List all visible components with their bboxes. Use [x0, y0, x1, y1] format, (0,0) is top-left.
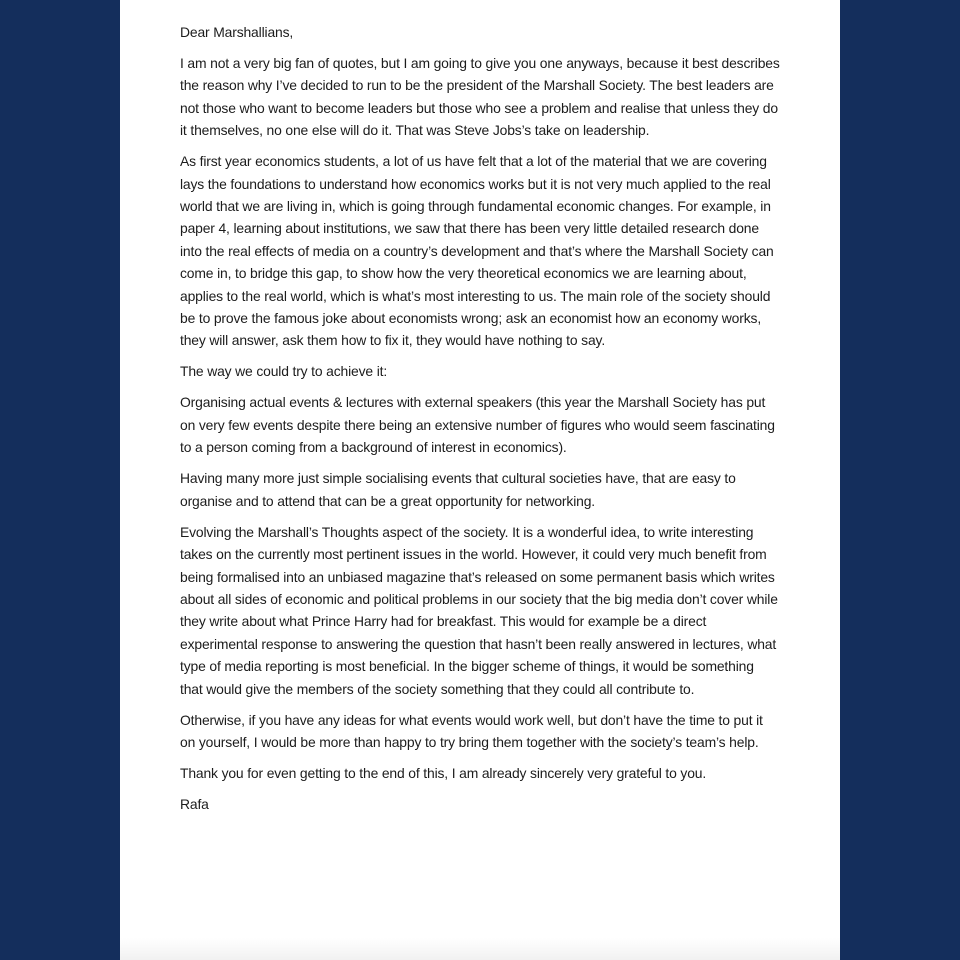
letter-signature: Rafa — [180, 795, 209, 812]
paragraph-economics: As first year economics students, a lot of us have felt that a lot of the material that we are covering lays the foundations to understand how economics works but it is not very much applied to the real world that we are living in, which is going through fundamental economic changes. For example, in paper 4, learning about institutions, we saw that there has been very little detailed research done into the real effects of media on a country’s development and that’s where the Marshall Society can come in, to bridge this gap, to show how the very theoretical economics we are learning about, applies to the real world, which is what’s most interesting to us. The main role of the society should be to prove the famous joke about economists wrong; ask an economist how an economy works, they will answer, ask them how to fix it, they would have nothing to say. — [180, 153, 774, 349]
letter-body — [180, 21, 780, 824]
paragraph-socialising: Having many more just simple socialising events that cultural societies have, that are easy to organise and to attend that can be a great opportunity for networking. — [180, 470, 736, 509]
paragraph-ideas: Otherwise, if you have any ideas for what events would work well, but don’t have the time to put it on yourself, I would be more than happy to try bring them together with the society’s team’s help. — [180, 711, 763, 750]
paragraph-achieve-heading: The way we could try to achieve it: — [180, 363, 388, 380]
paragraph-thanks: Thank you for even getting to the end of this, I am already sincerely very grateful to you. — [180, 764, 707, 781]
letter-page — [120, 0, 840, 960]
letter-greeting: Dear Marshallians, — [180, 24, 294, 40]
paragraph-marshalls-thoughts: Evolving the Marshall’s Thoughts aspect of the society. It is a wonderful idea, to write interesting takes on the currently most pertinent issues in the world. However, it could very much benefit from being formalised into an unbiased magazine that’s released on some permanent basis which writes about all sides of economic and political problems in our society that the big media don’t cover while they write about what Prince Harry had for breakfast. This would for example be a direct experimental response to answering the question that hasn’t been really answered in lectures, what type of media reporting is most beneficial. In the bigger scheme of things, it would be something that would give the members of the society something that they could all contribute to. — [180, 523, 778, 697]
paragraph-quote: I am not a very big fan of quotes, but I am going to give you one anyways, because it best describes the reason why I’ve decided to run to be the president of the Marshall Society. The best leaders are not those who want to become leaders but those who see a problem and realise that unless they do it themselves, no one else will do it. That was Steve Jobs’s take on leadership. — [180, 55, 780, 139]
paragraph-events-lectures: Organising actual events & lectures with external speakers (this year the Marshall Society has put on very few events despite there being an extensive number of figures who would seem fascinating to a person coming from a background of interest in economics). — [180, 394, 775, 456]
